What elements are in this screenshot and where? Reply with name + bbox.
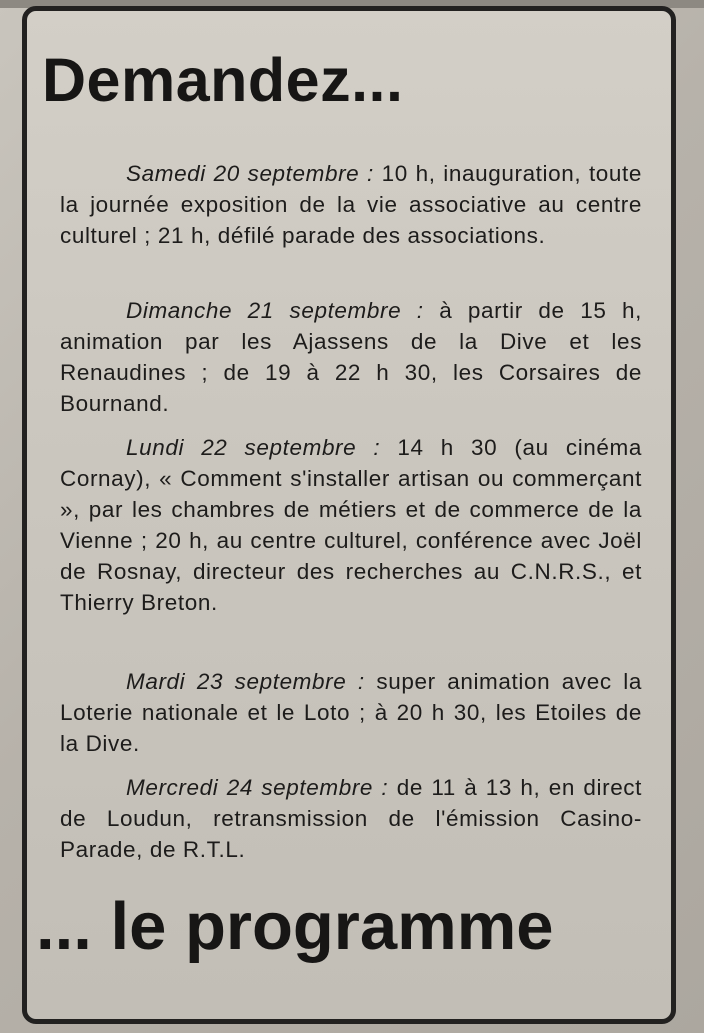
- event-paragraph: [60, 158, 642, 251]
- event-date: Samedi 20 septembre :: [126, 161, 374, 186]
- event-date: Dimanche 21 septembre :: [126, 298, 424, 323]
- event-paragraph: [60, 666, 642, 759]
- footer-title: ... le programme: [36, 889, 554, 964]
- headline: Demandez...: [42, 46, 404, 114]
- event-paragraph: [60, 432, 642, 618]
- event-date: Lundi 22 septembre :: [126, 435, 381, 460]
- event-text: à partir de 15 h, animation par les Ajassens de la Dive et les Renaudines ; de 19 à 22 h 30, les Corsaires de Bournand.: [60, 298, 642, 416]
- event-paragraph: [60, 295, 642, 419]
- event-text: 14 h 30 (au cinéma Cornay), « Comment s'installer artisan ou commerçant », par les chambres de métiers et de commerce de la Vienne ; 20 h, au centre culturel, conférence avec Joël de Rosnay, directeur des recherches au C.N.R.S., et Thierry Breton.: [60, 435, 642, 615]
- event-date: Mercredi 24 septembre :: [126, 775, 389, 800]
- event-paragraph: [60, 772, 642, 865]
- event-text: super animation avec la Loterie nationale et le Loto ; à 20 h 30, les Etoiles de la Dive.: [60, 669, 642, 756]
- event-text: 10 h, inauguration, toute la journée exposition de la vie associative au centre culturel ; 21 h, défilé parade des associations.: [60, 161, 642, 248]
- event-text: de 11 à 13 h, en direct de Loudun, retransmission de l'émission Casino-Parade, de R.T.L.: [60, 775, 643, 862]
- event-date: Mardi 23 septembre :: [126, 669, 365, 694]
